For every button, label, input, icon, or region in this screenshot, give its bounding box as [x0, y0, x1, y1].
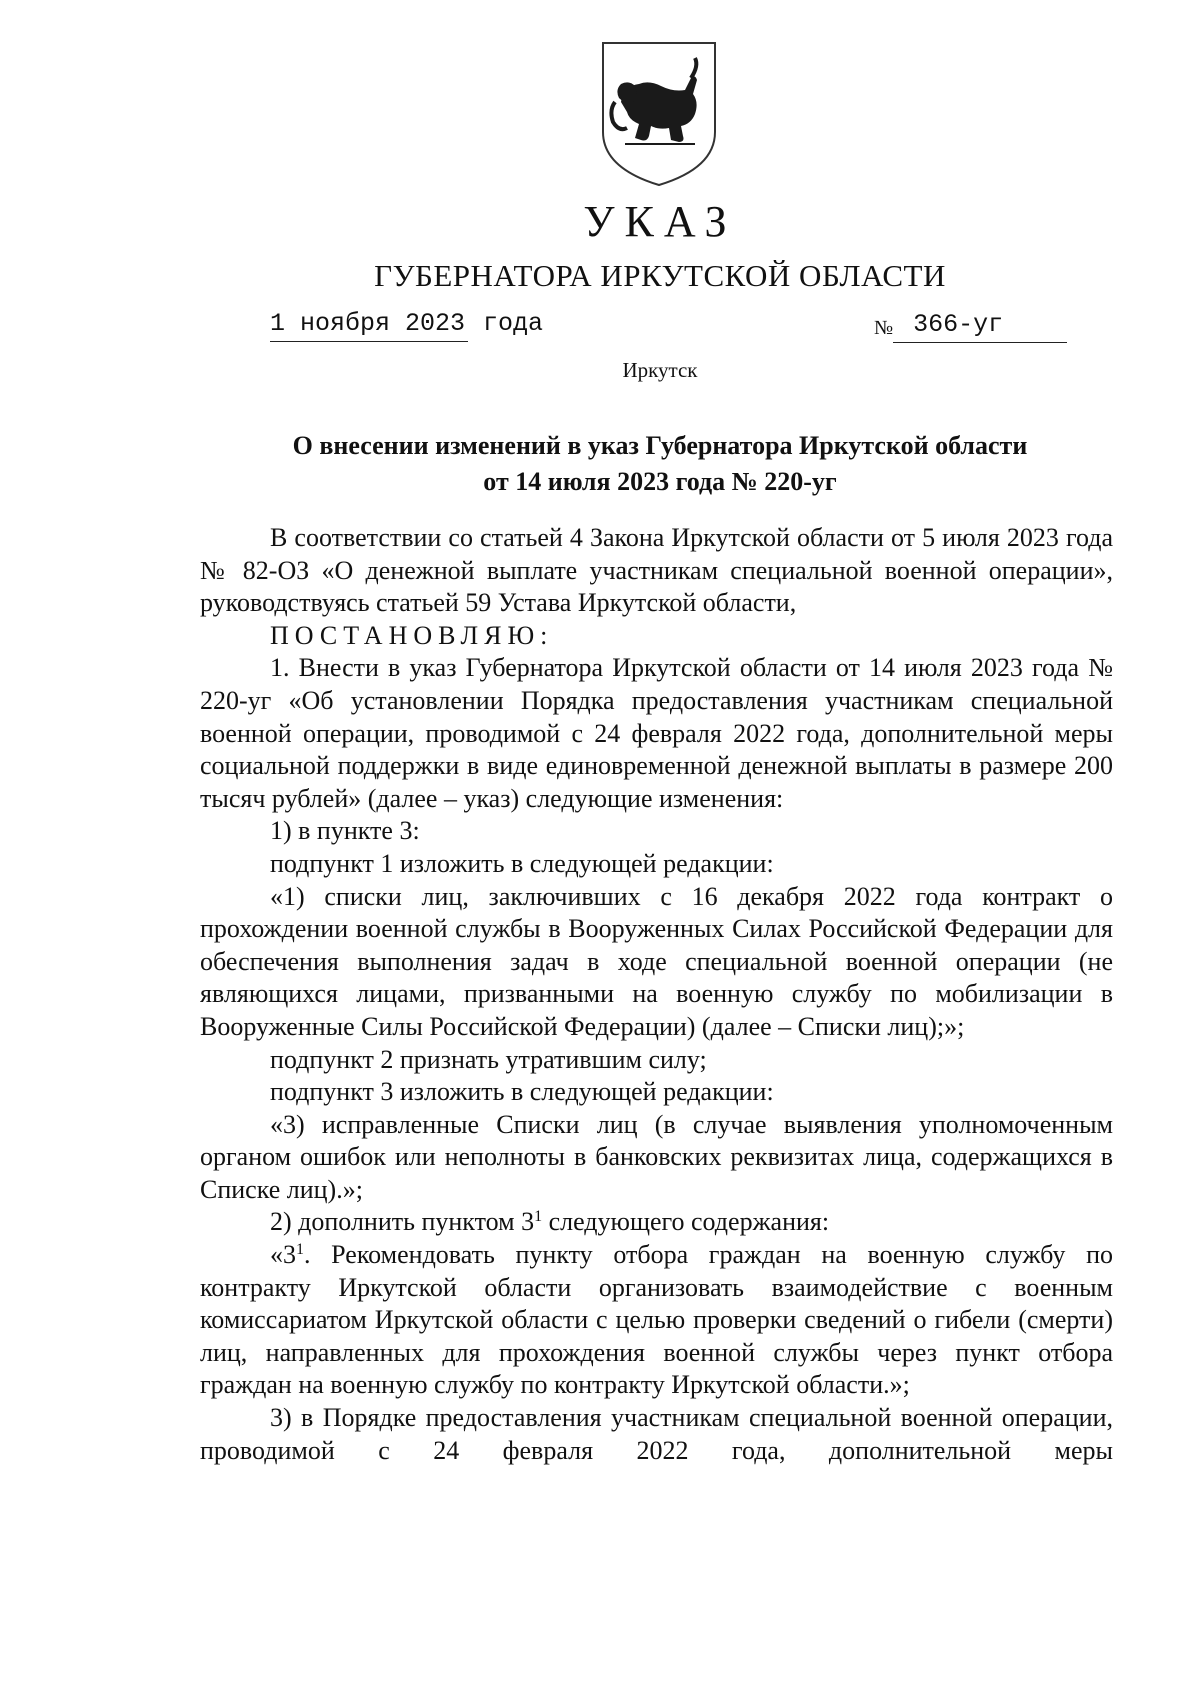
issuer-title: ГУБЕРНАТОРА ИРКУТСКОЙ ОБЛАСТИ — [374, 258, 946, 293]
coat-of-arms-icon — [599, 40, 719, 188]
item-2-prefix: 2) дополнить пунктом 3 — [270, 1207, 535, 1237]
date-value: 1 ноября 2023 — [270, 309, 468, 342]
item-2-sup: 1 — [534, 1208, 543, 1226]
decree-word: ПОСТАНОВЛЯЮ: — [270, 620, 554, 650]
item-2-text-sup: 1 — [296, 1241, 304, 1259]
subitem-1-text: «1) списки лиц, заключивших с 16 декабря 2022 года контракт о прохождении военной службы в Вооруженных Силах Российской Федерации для обеспечения выполнения задач в ходе специальной военной операции (не являющихся лицами, призванными на военную службу по мобилизации в Вооруженные Силы Российской Федерации) (далее – Списки лиц);»; — [200, 881, 1113, 1041]
subitem-3-intro: подпункт 3 изложить в следующей редакции: — [270, 1077, 774, 1107]
item-2-text — [200, 1239, 1113, 1402]
item-2-text-body: . Рекомендовать пункту отбора граждан на военную службу по контракту Иркутской области организовать взаимодействие с военным комиссариатом Иркутской области с целью проверки сведений о гибели (смерти) лиц, направленных для прохождения военной службы через пункт отбора граждан на военную службу по контракту Иркутской области.»; — [200, 1240, 1113, 1400]
subitem-2: подпункт 2 признать утратившим силу; — [270, 1044, 707, 1074]
document-heading — [200, 428, 1120, 500]
heading-line-1: О внесении изменений в указ Губернатора Иркутской области — [292, 431, 1028, 460]
issue-date — [270, 309, 543, 342]
preamble: В соответствии со статьей 4 Закона Иркутской области от 5 июля 2023 года № 82-ОЗ «О денежной выплате участникам специальной военной операции», руководствуясь статьей 59 Устава Иркутской области, — [200, 523, 1113, 618]
heading-line-2: от 14 июля 2023 года № 220-уг — [483, 467, 837, 496]
paragraph-1: 1. Внести в указ Губернатора Иркутской области от 14 июля 2023 года № 220-уг «Об установлении Порядка предоставления участникам специальной военной операции, проводимой с 24 февраля 2022 года, дополнительной меры социальной поддержки в виде единовременной денежной выплаты в размере 200 тысяч рублей» (далее – указ) следующие изменения: — [200, 653, 1113, 813]
item-2-suffix: следующего содержания: — [542, 1207, 830, 1237]
document-body — [200, 522, 1113, 1467]
date-suffix: года — [483, 309, 544, 338]
number-value: 366-уг — [893, 310, 1067, 343]
number-sign: № — [874, 317, 894, 339]
item-2 — [200, 1206, 1113, 1239]
document-type-title: УКАЗ — [583, 197, 737, 246]
item-2-text-prefix: «3 — [270, 1240, 296, 1270]
subitem-1-intro: подпункт 1 изложить в следующей редакции: — [270, 848, 774, 878]
subitem-3-text: «3) исправленные Списки лиц (в случае выявления уполномоченным органом ошибок или неполноты в банковских реквизитах лица, содержащихся в Списке лиц).»; — [200, 1109, 1113, 1204]
city: Иркутск — [622, 358, 698, 382]
document-number — [874, 309, 1067, 343]
item-1: 1) в пункте 3: — [270, 816, 420, 846]
item-3: 3) в Порядке предоставления участникам специальной военной операции, проводимой с 24 февраля 2022 года, дополнительной меры — [200, 1403, 1113, 1465]
